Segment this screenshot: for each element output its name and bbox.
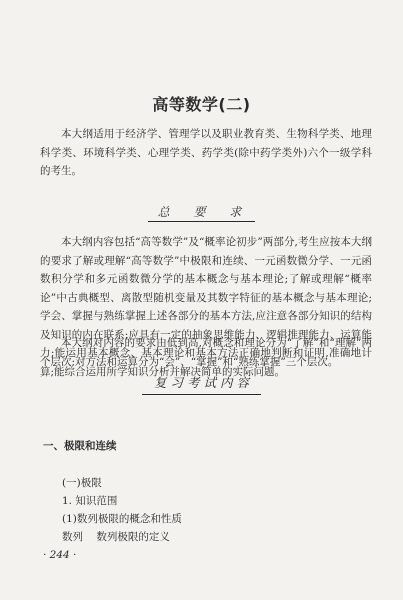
subsection-limit: (一)极限	[62, 477, 102, 489]
page-number: · 244 ·	[43, 549, 77, 561]
page-title: 高等数学(二)	[152, 95, 251, 114]
review-content-heading	[0, 373, 403, 395]
general-requirements-heading	[0, 203, 403, 222]
knowledge-scope: 1. 知识范围	[62, 495, 118, 507]
general-paragraph-2: 本大纲对内容的要求由低到高,对概念和理论分为“了解”和“理解”两个层次;对方法和运算分为“会”、“掌握”和“熟练掌握”三个层次。	[40, 337, 372, 368]
general-requirements-heading-text: 总 要 求	[148, 203, 256, 222]
sequence-definition-line: 数列 数列极限的定义	[62, 531, 170, 543]
section-heading-limits: 一、极限和连续	[43, 440, 117, 452]
review-content-heading-text: 复习考试内容	[142, 373, 261, 395]
intro-paragraph: 本大纲适用于经济学、管理学以及职业教育类、生物科学类、地理科学类、环境科学类、心理学类、药学类(除中药学类外)六个一级学科的考生。	[40, 128, 372, 177]
sequence-limit-concept: (1)数列极限的概念和性质	[62, 513, 182, 525]
general-paragraph-1: 本大纲内容包括“高等数学”及“概率论初步”两部分,考生应按本大纲的要求了解或理解“高等数学”中极限和连续、一元函数微分学、一元函数积分学和多元函数微分学的基本概念与基本理论;了解或理解“概率论”中古典概型、离散型随机变量及其数字特征的基本概念与基本理论;学会、掌握与熟练掌握上述各部分的基本方法,应注意各部分知识的结构及知识的内在联系;应具有一定的抽象思维能力、逻辑推理能力、运算能力;能运用基本概念、基本理论和基本方法正确地判断和证明,准确地计算;能综合运用所学知识分析并解决简单的实际问题。	[40, 236, 372, 378]
